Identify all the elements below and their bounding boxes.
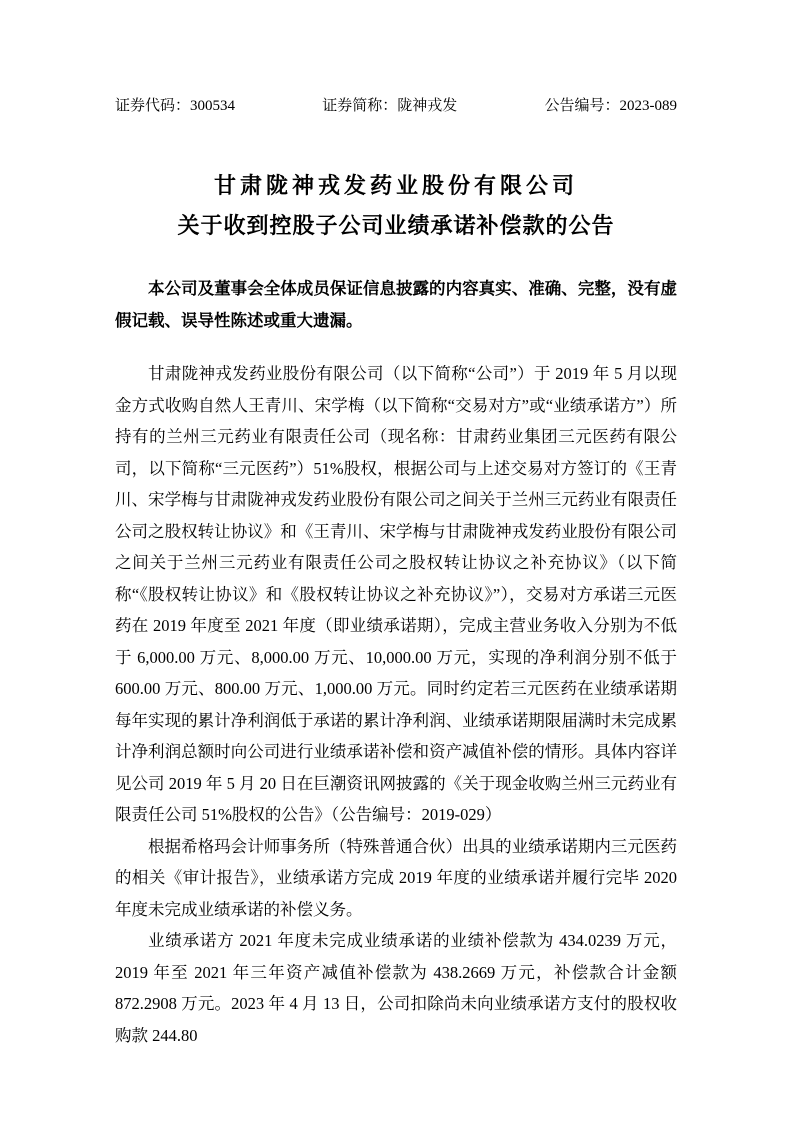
- document-title: [115, 166, 677, 246]
- announcement-number: 公告编号：2023-089: [544, 98, 677, 114]
- stock-code: 证券代码：300534: [115, 98, 236, 114]
- body-paragraph-1: 甘肃陇神戎发药业股份有限公司（以下简称“公司”）于 2019 年 5 月以现金方式收购自然人王青川、宋学梅（以下简称“交易对方”或“业绩承诺方”）所持有的兰州三元药业有限责任公司（现名称：甘肃药业集团三元医药有限公司，以下简称“三元医药”）51%股权，根据公司与上述交易对方签订的《王青川、宋学梅与甘肃陇神戎发药业股份有限公司之间关于兰州三元药业有限责任公司之股权转让协议》和《王青川、宋学梅与甘肃陇神戎发药业股份有限公司之间关于兰州三元药业有限责任公司之股权转让协议之补充协议》（以下简称“《股权转让协议》和《股权转让协议之补充协议》”），交易对方承诺三元医药在 2019 年度至 2021 年度（即业绩承诺期），完成主营业务收入分别为不低于 6,000.00 万元、8,000.00 万元、10,000.00 万元，实现的净利润分别不低于 600.00 万元、800.00 万元、1,000.00 万元。同时约定若三元医药在业绩承诺期每年实现的累计净利润低于承诺的累计净利润、业绩承诺期限届满时未完成累计净利润总额时向公司进行业绩承诺补偿和资产减值补偿的情形。具体内容详见公司 2019 年 5 月 20 日在巨潮资讯网披露的《关于现金收购兰州三元药业有限责任公司 51%股权的公告》（公告编号：2019-029）: [115, 364, 677, 824]
- body-paragraph-3: 业绩承诺方 2021 年度未完成业绩承诺的业绩补偿款为 434.0239 万元，2019 年至 2021 年三年资产减值补偿款为 438.2669 万元，补偿款合计金额 872.2908 万元。2023 年 4 月 13 日，公司扣除尚未向业绩承诺方支付的股权收购款 244.80: [115, 931, 677, 1045]
- company-name-title-line: 甘肃陇神戎发药业股份有限公司: [213, 173, 578, 198]
- body-paragraph-2: 根据希格玛会计师事务所（特殊普通合伙）出具的业绩承诺期内三元医药的相关《审计报告》，业绩承诺方完成 2019 年度的业绩承诺并履行完毕 2020 年度未完成业绩承诺的补偿义务。: [115, 836, 677, 919]
- document-header: [115, 96, 677, 116]
- stock-name: 证券简称：陇神戎发: [322, 98, 458, 114]
- announcement-title-line: 关于收到控股子公司业绩承诺补偿款的公告: [177, 213, 615, 238]
- document-body: [115, 358, 677, 1051]
- disclaimer-paragraph: 本公司及董事会全体成员保证信息披露的内容真实、准确、完整，没有虚假记载、误导性陈述或重大遗漏。: [115, 279, 677, 330]
